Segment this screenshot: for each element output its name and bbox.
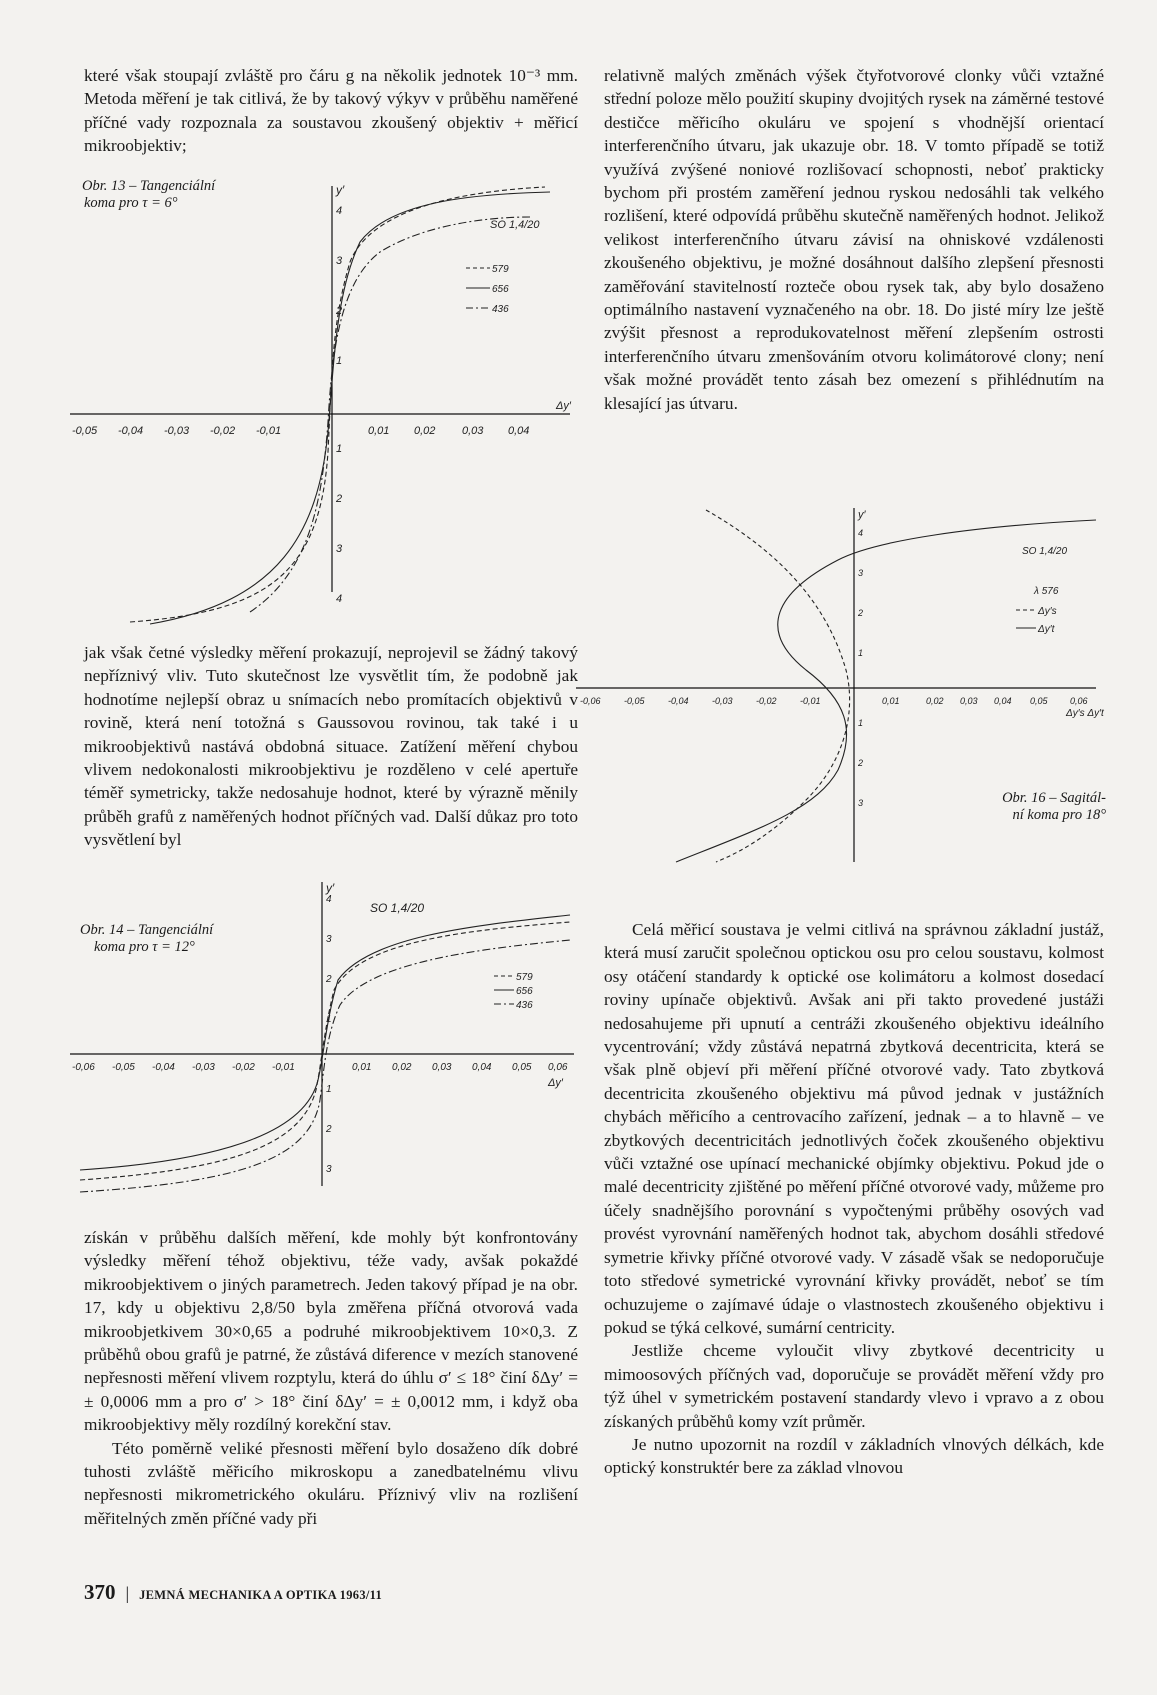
- x-tick-label: -0,05: [112, 1062, 135, 1073]
- curve-656: [150, 192, 550, 624]
- footer-separator: |: [125, 1583, 130, 1603]
- figure-14-caption: Obr. 14 – Tangenciální koma pro τ = 12°: [80, 922, 214, 955]
- x-tick-label: -0,03: [712, 696, 733, 706]
- x-tick-label: 0,05: [512, 1062, 532, 1073]
- x-tick-label: 0,05: [1030, 696, 1048, 706]
- x-tick-label: -0,02: [756, 696, 777, 706]
- x-tick-label: 0,01: [882, 696, 900, 706]
- page-footer: [84, 1580, 684, 1605]
- legend-entry: 656: [492, 284, 509, 295]
- left-paragraph-2: jak však četné výsledky měření prokazují, neprojevil se žádný takový nepříznivý vliv. Tuto skutečnost lze vysvětlit tím, že podobně jak hodnotíme nejlepší obraz u snímacích nebo promítacích objektivů v rovině, která není totožná s Gaussovou rovinou, tak také i u mikroobjektivů nastává obdobná situace. Zatížení měření chybou vlivem nedokonalosti mikroobjektivu je rozděleno v celé apertuře téměř symetricky, takže nedosahuje hodnot, které by výrazně měnily průběh grafů z naměřených hodnot příčných vad. Další důkaz pro toto vysvětlení byl: [84, 643, 578, 850]
- x-axis-label: Δy′: [556, 400, 571, 412]
- x-tick-label: -0,02: [210, 425, 236, 437]
- x-tick-label: 0,06: [1070, 696, 1088, 706]
- curve-tangential: [706, 510, 850, 862]
- legend-entry: 579: [492, 264, 509, 275]
- y-tick-label: 1: [858, 648, 864, 658]
- x-tick-label: 0,02: [414, 425, 436, 437]
- legend-title: λ 576: [1034, 586, 1059, 597]
- y-axis-label: y′: [336, 183, 345, 197]
- x-tick-label: 0,04: [508, 425, 530, 437]
- y-tick-label: 1: [336, 355, 343, 367]
- y-ticks: [857, 528, 863, 808]
- x-tick-label: 0,03: [462, 425, 484, 437]
- y-tick-label: 4: [336, 593, 343, 605]
- y-tick-label: 2: [858, 608, 864, 618]
- left-paragraph-1: které však stoupají zvláště pro čáru g na několik jednotek 10⁻³ mm. Metoda měření je tak citlivá, že by takový výkyv v průběhu naměřené příčné vady rozpoznala za soustavou zkoušený objektiv + měřicí mikroobjektiv;: [84, 66, 578, 156]
- legend: [494, 972, 533, 1011]
- lens-label: SO 1,4/20: [490, 219, 540, 231]
- y-tick-label: 2: [326, 974, 332, 985]
- right-column: [604, 64, 1104, 415]
- figure-13-caption: Obr. 13 – Tangenciální koma pro τ = 6°: [82, 178, 216, 211]
- y-tick-label: 3: [336, 255, 343, 267]
- right-paragraph-1: relativně malých změnách výšek čtyřotvorové clonky vůči vztažné střední poloze mělo použití skupiny dvojitých rysek na záměrné testové destičce měřicího okuláru ve spojení s vhodnější orientací interferenčního útvaru, jak ukazuje obr. 18. V tomto případě se totiž využívá zvýšené noniové rozlišovací schopnosti, neboť prakticky bychom při prostém zaměření jednou ryskou nedosáhli tak velkého rozlišení, které odpovídá průběhu skutečně naměřených hodnot. Jelikož velikost interferenčního útvaru závisí na ohniskové vzdálenosti zkoušeného objektivu, je možné dosáhnout dalšího zlepšení přesnosti zaměřování stavitelností rozteče obou rysek tak, aby bylo dosaženo optimálního nastavení vyznačeného na obr. 18. Do jisté míry lze ještě zvýšit přesnost a reprodukovatelnost měření zlepšením ostrosti interferenčního útvaru zmenšováním otvoru kolimátorové clony; není však možné provádět tento zásah bez omezení s přihlédnutím na klesající jas útvaru.: [604, 66, 1104, 413]
- y-tick-label: 3: [858, 568, 864, 578]
- right-paragraph-4: Je nutno upozornit na rozdíl v základních vlnových délkách, kde optický konstruktér bere za základ vlnovou: [604, 1434, 1104, 1478]
- y-tick-label: 3: [326, 934, 332, 945]
- x-tick-label: 0,01: [352, 1062, 372, 1073]
- x-tick-label: 0,04: [472, 1062, 492, 1073]
- y-tick-label: 2: [326, 1124, 332, 1135]
- y-tick-label: 4: [858, 528, 864, 538]
- x-axis-label: Δy′: [548, 1077, 563, 1089]
- figure-16: [576, 500, 1116, 870]
- left-column-middle: [84, 641, 578, 852]
- legend-entry: 656: [516, 986, 533, 997]
- y-tick-label: 1: [336, 443, 343, 455]
- figure-13-plot: [70, 172, 590, 630]
- x-tick-label: 0,06: [548, 1062, 568, 1073]
- figure-14-plot: [70, 870, 590, 1200]
- y-ticks: [335, 205, 343, 605]
- y-tick-label: 3: [326, 1164, 332, 1175]
- x-tick-label: -0,01: [272, 1062, 295, 1073]
- x-tick-label: 0,01: [368, 425, 390, 437]
- x-tick-label: -0,06: [580, 696, 601, 706]
- right-column-bottom: [604, 918, 1104, 1480]
- legend: [1016, 586, 1059, 635]
- x-tick-label: -0,03: [192, 1062, 215, 1073]
- journal-name: JEMNÁ MECHANIKA A OPTIKA 1963/11: [139, 1588, 383, 1602]
- x-tick-label: -0,06: [72, 1062, 95, 1073]
- figure-16-caption: Obr. 16 – Sagitál- ní koma pro 18°: [1002, 790, 1106, 823]
- right-paragraph-2: Celá měřicí soustava je velmi citlivá na správnou základní justáž, která musí zaručit společnou optickou osu pro celou soustavu, kolmost osy otáčení standardy k optické ose kolimátoru a kolmost dosedací roviny upínače objektivů. Avšak ani při takto provedené justáži nedosahujeme při upnutí a centráži zkoušeného objektivu ideálního vycentrování; vždy zůstává nepatrná zbytková decentricita, která se však plně objeví při měření příčné otvorové vady. Tato zbytková decentricita zkoušeného objektivu má původ jednak v justážních chybách měřicího a centrovacího zařízení, jednak – a to hlavně – ve zbytkových decentricitách jednotlivých čoček zkoušeného objektivu vůči vztažné ose upínací mechanické objímky objektivu. Pokud jde o malé decentricity zjištěné po měření příčné otvorové vady, můžeme pro účely snadnějšího porovnání s vypočtenými průběhy osových vad provést vyrovnání naměřených hodnot tak, abychom dosáhli středové symetrie křivky příčné otvorové vady. V zásadě však se nedoporučuje toto středové symetrické vyrovnání křivky provádět, neboť se tím ochuzujeme o zajímavé údaje o vlastnostech zkoušeného objektivu i pokud se týká celkové, sumární centricity.: [604, 920, 1104, 1337]
- y-tick-label: 1: [858, 718, 864, 728]
- x-tick-label: -0,01: [800, 696, 821, 706]
- y-tick-label: 1: [326, 1014, 332, 1025]
- x-axis-label: Δy′s Δy′t: [1066, 708, 1104, 719]
- y-tick-label: 2: [336, 305, 343, 317]
- y-tick-label: 2: [336, 493, 343, 505]
- legend-entry: 579: [516, 972, 533, 983]
- legend-entry: 436: [492, 304, 509, 315]
- legend-entry: Δy′s: [1038, 606, 1057, 617]
- figure-14: [70, 870, 590, 1200]
- y-tick-label: 3: [858, 798, 864, 808]
- legend-entry: Δy′t: [1038, 624, 1055, 635]
- right-paragraph-3: Jestliže chceme vyloučit vlivy zbytkové decentricity u mimoosových příčných vad, doporučuje se provádět měření vždy pro týž úhel v symetrickém postavení standardy vlevo i vpravo a z obou získaných průběhů komy vzít průměr.: [604, 1341, 1104, 1431]
- x-tick-label: -0,01: [256, 425, 282, 437]
- left-paragraph-3: získán v průběhu dalších měření, kde mohly být konfrontovány výsledky měření téhož objektivu, téže vady, avšak pokaždé mikroobjektivem o jiných parametrech. Jeden takový případ je na obr. 17, kdy u objektivu 2,8/50 byla změřena příčná otvorová vada mikroobjetkivem 30×0,65 a podruhé mikroobjektivem 10×0,3. Z průběhů obou grafů je patrné, že zůstává diference v mezích stanovené nepřesnosti měření vlivem rozptylu, která do úhlu σ′ ≤ 18° činí δΔy′ = ± 0,0006 mm a pro σ′ > 18° činí δΔy′ = ± 0,0012 mm, i když oba mikroobjektivy měly rozdílný korekční stav.: [84, 1228, 578, 1435]
- y-tick-label: 4: [326, 894, 332, 905]
- curve-579: [130, 187, 545, 622]
- lens-label: SO 1,4/20: [1022, 546, 1068, 557]
- left-column: [84, 64, 578, 158]
- x-tick-label: -0,03: [164, 425, 190, 437]
- x-tick-label: -0,02: [232, 1062, 255, 1073]
- x-tick-label: 0,02: [926, 696, 944, 706]
- curve-579: [80, 922, 570, 1180]
- left-column-bottom: [84, 1226, 578, 1530]
- x-tick-label: 0,04: [994, 696, 1012, 706]
- lens-label: SO 1,4/20: [370, 901, 425, 915]
- y-tick-label: 3: [336, 543, 343, 555]
- y-axis-label: y′: [858, 509, 866, 521]
- x-tick-label: -0,05: [624, 696, 645, 706]
- legend-entry: 436: [516, 1000, 533, 1011]
- y-tick-label: 2: [858, 758, 864, 768]
- left-paragraph-4: Této poměrně veliké přesnosti měření bylo dosaženo dík dobré tuhosti zvláště měřicího mikroskopu a zanedbatelnému vlivu nepřesnosti mikrometrického okuláru. Příznivý vliv na rozlišení měřitelných změn příčné vady při: [84, 1438, 578, 1528]
- x-tick-label: -0,04: [668, 696, 689, 706]
- x-tick-label: 0,03: [960, 696, 978, 706]
- page-number: 370: [84, 1580, 116, 1604]
- x-tick-label: 0,03: [432, 1062, 452, 1073]
- x-tick-label: 0,02: [392, 1062, 412, 1073]
- x-ticks: [72, 425, 529, 437]
- figure-13: [70, 172, 590, 630]
- y-tick-label: 1: [326, 1084, 332, 1095]
- y-tick-label: 4: [336, 205, 343, 217]
- x-tick-label: -0,04: [152, 1062, 175, 1073]
- y-axis-label: y′: [326, 881, 335, 895]
- x-tick-label: -0,05: [72, 425, 98, 437]
- x-tick-label: -0,04: [118, 425, 144, 437]
- legend: [466, 264, 509, 315]
